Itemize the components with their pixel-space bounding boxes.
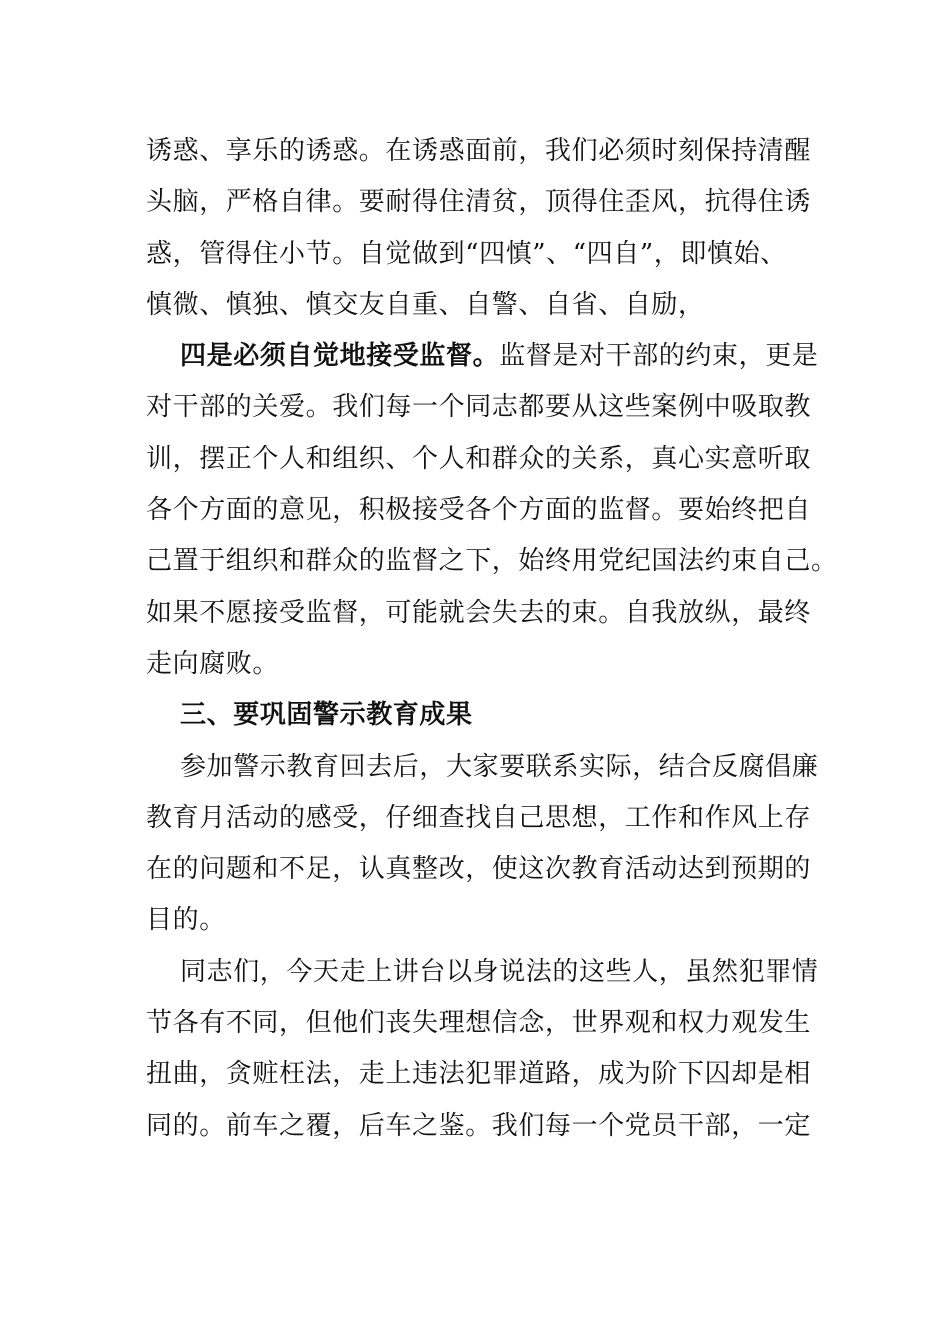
paragraph-comrades (146, 947, 819, 1152)
text-line: 各个方面的意见，积极接受各个方面的监督。要始终把自 (146, 495, 812, 526)
text-segment: 监督是对干部的约束，更是 (499, 341, 819, 372)
text-line: 对干部的关爱。我们每一个同志都要从这些案例中吸取教 (146, 392, 812, 423)
text-line: 诱惑、享乐的诱惑。在诱惑面前，我们必须时刻保持清醒 (146, 136, 812, 166)
text-line: 慎微、慎独、慎交友自重、自警、自省、自励， (146, 289, 705, 320)
text-line: 节各有不同，但他们丧失理想信念，世界观和权力观发生 (146, 1008, 812, 1039)
text-line: 惑，管得住小节。自觉做到“四慎”、“四自”，即慎始、 (146, 238, 787, 269)
bold-lead-phrase: 四是必须自觉地接受监督。 (180, 341, 500, 372)
text-line: 参加警示教育回去后，大家要联系实际，结合反腐倡廉 (180, 751, 819, 782)
paragraph-results (146, 742, 819, 947)
text-line: 如果不愿接受监督，可能就会失去的束。自我放纵，最终 (146, 597, 812, 628)
text-line: 教育月活动的感受，仔细查找自己思想，工作和作风上存 (146, 802, 812, 833)
text-line: 目的。 (146, 905, 226, 936)
paragraph-supervision (146, 331, 838, 690)
text-line: 扭曲，贪赃枉法，走上违法犯罪道路，成为阶下囚却是相 (146, 1059, 812, 1090)
text-line: 训，摆正个人和组织、个人和群众的关系，真心实意听取 (146, 443, 812, 474)
section-heading (146, 690, 806, 741)
text-line: 同的。前车之覆，后车之鉴。我们每一个党员干部，一定 (146, 1110, 812, 1141)
heading-text: 三、要巩固警示教育成果 (180, 700, 473, 731)
text-line: 头脑，严格自律。要耐得住清贫，顶得住歪风，抗得住诱 (146, 187, 812, 218)
document-body (146, 126, 838, 1152)
text-line: 己置于组织和群众的监督之下，始终用党纪国法约束自己。 (146, 546, 838, 577)
text-line: 走向腐败。 (146, 648, 280, 679)
text-line: 同志们，今天走上讲台以身说法的这些人，虽然犯罪情 (180, 956, 819, 987)
text-line: 在的问题和不足，认真整改，使这次教育活动达到预期的 (146, 854, 812, 885)
text-line (146, 331, 819, 382)
paragraph-temptation (146, 126, 812, 331)
